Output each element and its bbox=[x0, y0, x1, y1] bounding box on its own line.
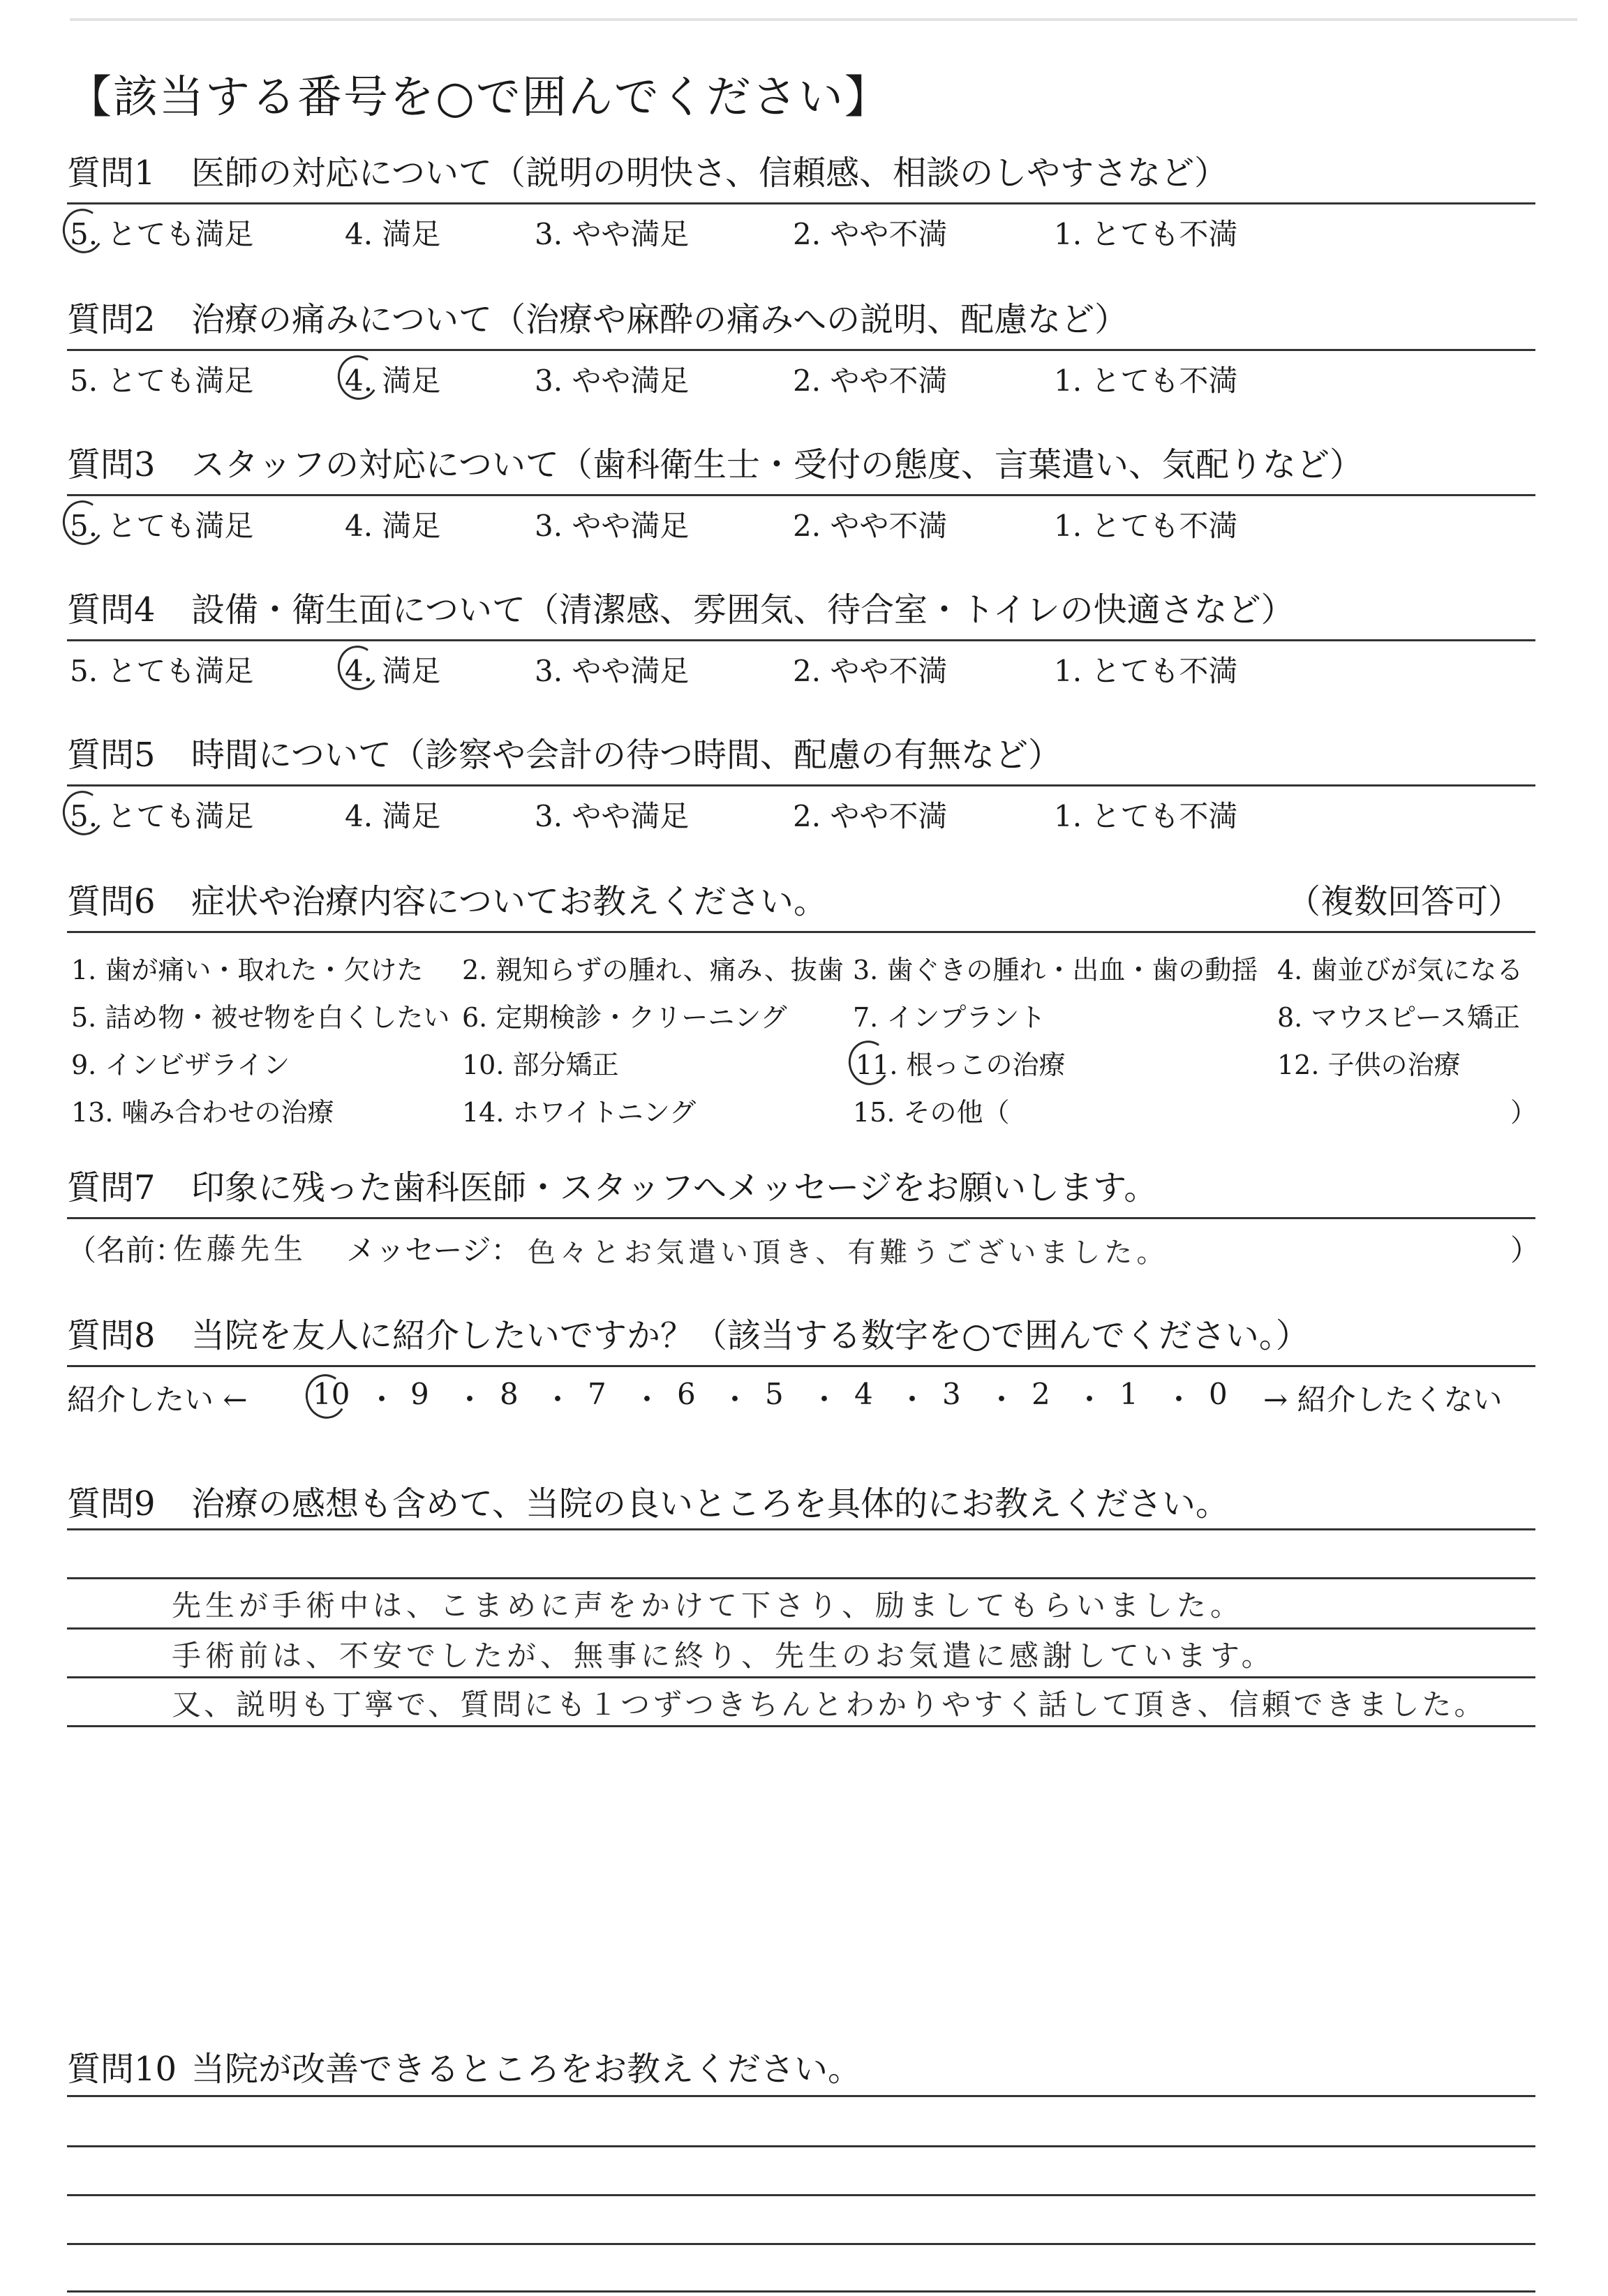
symptom-option-8[interactable]: 8. マウスピース矯正 bbox=[1277, 1002, 1520, 1033]
option-1[interactable]: 1. とても不満 bbox=[1054, 509, 1238, 543]
symptom-option-7[interactable]: 7. インプラント bbox=[853, 1002, 1046, 1033]
name-label: （名前： bbox=[67, 1233, 185, 1267]
answer-line bbox=[67, 1577, 1535, 1579]
scale-dot: ・ bbox=[455, 1382, 485, 1417]
option-3[interactable]: 3. やや満足 bbox=[535, 364, 690, 398]
scale-dot: ・ bbox=[632, 1382, 662, 1417]
option-2[interactable]: 2. やや不満 bbox=[793, 364, 948, 398]
answer-line bbox=[67, 2145, 1535, 2147]
question-number: 質問5 bbox=[67, 736, 156, 775]
recommend-right-label: → 紹介したくない bbox=[1263, 1382, 1503, 1417]
option-1[interactable]: 1. とても不満 bbox=[1054, 217, 1238, 251]
question-2 bbox=[67, 293, 1535, 400]
question-text: 治療の痛みについて（治療や麻酔の痛みへの説明、配慮など） bbox=[191, 300, 1129, 339]
symptom-option-14[interactable]: 14. ホワイトニング bbox=[462, 1097, 697, 1128]
question-number: 質問7 bbox=[67, 1168, 156, 1207]
scale-10-selected[interactable]: 10 bbox=[313, 1377, 350, 1411]
question-text: 設備・衛生面について（清潔感、雰囲気、待合室・トイレの快適さなど） bbox=[191, 590, 1295, 629]
option-2[interactable]: 2. やや不満 bbox=[793, 654, 948, 688]
option-1[interactable]: 1. とても不満 bbox=[1054, 364, 1238, 398]
scale-dot: ・ bbox=[1164, 1382, 1194, 1417]
question-text: 症状や治療内容についてお教えください。 bbox=[191, 882, 828, 921]
option-5-selected[interactable]: 5. とても満足 bbox=[70, 211, 253, 253]
scale-6[interactable]: 6 bbox=[677, 1377, 696, 1411]
question-number: 質問6 bbox=[67, 882, 156, 921]
question-number: 質問8 bbox=[67, 1316, 156, 1355]
handwritten-answer-line-1[interactable]: 先生が手術中は、こまめに声をかけて下さり、励ましてもらいました。 bbox=[172, 1588, 1244, 1623]
option-4-selected[interactable]: 4. 満足 bbox=[345, 358, 440, 400]
symptom-option-12[interactable]: 12. 子供の治療 bbox=[1277, 1050, 1461, 1080]
option-4[interactable]: 4. 満足 bbox=[345, 509, 441, 543]
symptom-option-2[interactable]: 2. 親知らずの腫れ、痛み、抜歯 bbox=[462, 955, 844, 985]
scale-4[interactable]: 4 bbox=[854, 1377, 873, 1411]
scale-dot: ・ bbox=[367, 1382, 397, 1417]
scale-1[interactable]: 1 bbox=[1119, 1377, 1138, 1411]
option-5-selected[interactable]: 5. とても満足 bbox=[70, 503, 253, 545]
message-close-paren: ） bbox=[1510, 1233, 1540, 1267]
question-8 bbox=[67, 1309, 1535, 1423]
option-3[interactable]: 3. やや満足 bbox=[535, 217, 690, 251]
name-value[interactable]: 佐藤先生 bbox=[173, 1232, 308, 1266]
answer-line bbox=[67, 2243, 1535, 2245]
scale-dot: ・ bbox=[720, 1382, 750, 1417]
question-number: 質問1 bbox=[67, 154, 156, 193]
question-number: 質問3 bbox=[67, 445, 156, 484]
symptom-option-11-selected[interactable]: 11. 根っこの治療 bbox=[856, 1043, 1066, 1082]
answer-line bbox=[67, 2194, 1535, 2196]
question-text: 当院が改善できるところをお教えください。 bbox=[191, 2050, 862, 2089]
question-4 bbox=[67, 583, 1535, 690]
answer-line bbox=[67, 1676, 1535, 1678]
message-value[interactable]: 色々とお気遣い頂き、有難うございました。 bbox=[528, 1237, 1169, 1269]
option-1[interactable]: 1. とても不満 bbox=[1054, 654, 1238, 688]
other-close-paren: ） bbox=[1510, 1097, 1538, 1128]
question-text: 治療の感想も含めて、当院の良いところを具体的にお教えください。 bbox=[191, 1484, 1230, 1523]
question-number: 質問9 bbox=[67, 1484, 156, 1523]
symptom-option-10[interactable]: 10. 部分矯正 bbox=[462, 1050, 619, 1080]
option-5[interactable]: 5. とても満足 bbox=[70, 364, 254, 398]
symptom-option-1[interactable]: 1. 歯が痛い・取れた・欠けた bbox=[71, 955, 424, 985]
scale-8[interactable]: 8 bbox=[500, 1377, 519, 1411]
question-text: 時間について（診察や会計の待つ時間、配慮の有無など） bbox=[191, 736, 1062, 775]
answer-line bbox=[67, 2290, 1535, 2293]
question-6 bbox=[67, 875, 1538, 1135]
recommend-scale bbox=[67, 1367, 1535, 1423]
scale-3[interactable]: 3 bbox=[942, 1377, 961, 1411]
scale-dot: ・ bbox=[810, 1382, 840, 1417]
answer-line bbox=[67, 2095, 1535, 2097]
symptom-option-3[interactable]: 3. 歯ぐきの腫れ・出血・歯の動揺 bbox=[853, 955, 1258, 985]
symptom-option-13[interactable]: 13. 噛み合わせの治療 bbox=[71, 1097, 334, 1128]
scale-0[interactable]: 0 bbox=[1209, 1377, 1228, 1411]
option-4[interactable]: 4. 満足 bbox=[345, 799, 441, 833]
scale-2[interactable]: 2 bbox=[1032, 1377, 1050, 1411]
answer-line bbox=[67, 1528, 1535, 1530]
scale-5[interactable]: 5 bbox=[765, 1377, 784, 1411]
symptom-option-9[interactable]: 9. インビザライン bbox=[71, 1050, 290, 1080]
option-5-selected[interactable]: 5. とても満足 bbox=[70, 793, 253, 835]
option-4[interactable]: 4. 満足 bbox=[345, 217, 441, 251]
question-text: 当院を友人に紹介したいですか？（該当する数字を○で囲んでください。） bbox=[191, 1316, 1309, 1355]
question-number: 質問2 bbox=[67, 300, 156, 339]
answer-line bbox=[67, 1627, 1535, 1630]
handwritten-answer-line-2[interactable]: 手術前は、不安でしたが、無事に終り、先生のお気遣に感謝しています。 bbox=[172, 1639, 1275, 1673]
page-title: 【該当する番号を○で囲んでください】 bbox=[67, 72, 891, 124]
recommend-left-label: 紹介したい ← bbox=[67, 1382, 248, 1417]
symptom-option-6[interactable]: 6. 定期検診・クリーニング bbox=[462, 1002, 787, 1033]
scale-dot: ・ bbox=[898, 1382, 928, 1417]
answer-line bbox=[67, 1725, 1535, 1727]
option-3[interactable]: 3. やや満足 bbox=[535, 509, 690, 543]
question-5 bbox=[67, 729, 1535, 835]
survey-sheet bbox=[67, 0, 1540, 2089]
scale-dot: ・ bbox=[1075, 1382, 1105, 1417]
option-4-selected[interactable]: 4. 満足 bbox=[345, 648, 440, 690]
question-10 bbox=[67, 2031, 1535, 2296]
scale-7[interactable]: 7 bbox=[588, 1377, 606, 1411]
handwritten-answer-line-3[interactable]: 又、説明も丁寧で、質問にも１つずつきちんとわかりやすく話して頂き、信頼できました。 bbox=[172, 1687, 1487, 1722]
question-number: 質問10 bbox=[67, 2050, 177, 2089]
scale-9[interactable]: 9 bbox=[410, 1377, 429, 1411]
question-number: 質問4 bbox=[67, 590, 156, 629]
symptom-option-15[interactable]: 15. その他（ bbox=[853, 1097, 1010, 1128]
question-1 bbox=[67, 147, 1535, 253]
question-text: スタッフの対応について（歯科衛生士・受付の態度、言葉遣い、気配りなど） bbox=[191, 445, 1364, 484]
option-3[interactable]: 3. やや満足 bbox=[535, 799, 690, 833]
question-7 bbox=[67, 1161, 1540, 1275]
multiple-answer-note: （複数回答可） bbox=[1286, 882, 1521, 921]
option-2[interactable]: 2. やや不満 bbox=[793, 799, 948, 833]
option-2[interactable]: 2. やや不満 bbox=[793, 509, 948, 543]
scale-dot: ・ bbox=[543, 1382, 573, 1417]
question-text: 印象に残った歯科医師・スタッフへメッセージをお願いします。 bbox=[191, 1168, 1158, 1207]
scale-dot: ・ bbox=[987, 1382, 1017, 1417]
message-label: メッセージ： bbox=[346, 1233, 521, 1267]
symptom-option-5[interactable]: 5. 詰め物・被せ物を白くしたい bbox=[71, 1002, 450, 1033]
question-9 bbox=[67, 1466, 1535, 1731]
question-3 bbox=[67, 438, 1535, 545]
question-text: 医師の対応について（説明の明快さ、信頼感、相談のしやすさなど） bbox=[191, 154, 1228, 193]
option-5[interactable]: 5. とても満足 bbox=[70, 654, 254, 688]
option-3[interactable]: 3. やや満足 bbox=[535, 654, 690, 688]
option-2[interactable]: 2. やや不満 bbox=[793, 217, 948, 251]
option-1[interactable]: 1. とても不満 bbox=[1054, 799, 1238, 833]
symptom-option-4[interactable]: 4. 歯並びが気になる bbox=[1277, 955, 1524, 985]
